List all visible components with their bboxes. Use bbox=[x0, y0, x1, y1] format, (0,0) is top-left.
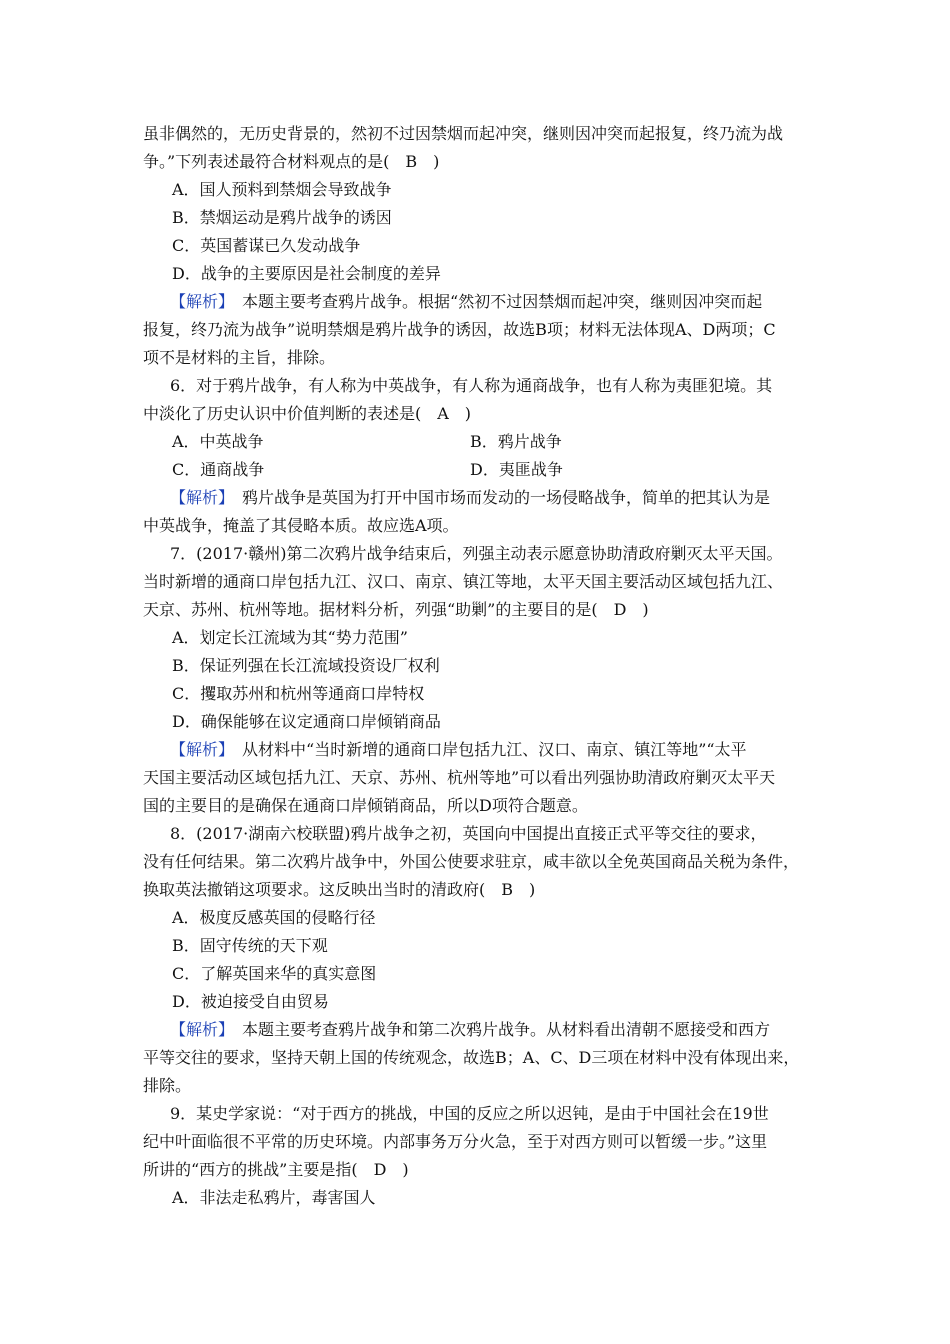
q6-option-d: D．夷匪战争 bbox=[470, 460, 563, 479]
q5-analysis-line-1: 【解析】 本题主要考查鸦片战争。根据“然初不过因禁烟而起冲突，继则因冲突而起 bbox=[170, 292, 763, 311]
q9-option-a: A．非法走私鸦片，毒害国人 bbox=[172, 1188, 376, 1207]
q5-stem-line-1: 虽非偶然的，无历史背景的，然初不过因禁烟而起冲突，继则因冲突而起报复，终乃流为战 bbox=[143, 124, 784, 143]
q5-option-c: C．英国蓄谋已久发动战争 bbox=[172, 236, 361, 255]
q5-option-a: A．国人预料到禁烟会导致战争 bbox=[172, 180, 392, 199]
q5-option-b: B．禁烟运动是鸦片战争的诱因 bbox=[172, 208, 392, 227]
q5-analysis-line-3: 项不是材料的主旨，排除。 bbox=[143, 348, 336, 367]
q6-analysis-line-2: 中英战争，掩盖了其侵略本质。故应选A项。 bbox=[143, 516, 459, 535]
q5-option-d: D．战争的主要原因是社会制度的差异 bbox=[172, 264, 441, 283]
q9-stem-line-2: 纪中叶面临很不平常的历史环境。内部事务万分火急，至于对西方则可以暂缓一步。”这里 bbox=[143, 1132, 768, 1151]
q6-analysis-line-1: 【解析】 鸦片战争是英国为打开中国市场而发动的一场侵略战争，简单的把其认为是 bbox=[170, 488, 771, 507]
q7-option-d: D．确保能够在议定通商口岸倾销商品 bbox=[172, 712, 441, 731]
q7-analysis-line-1: 【解析】 从材料中“当时新增的通商口岸包括九江、汉口、南京、镇江等地”“太平 bbox=[170, 740, 747, 759]
q8-stem-line-2: 没有任何结果。第二次鸦片战争中，外国公使要求驻京，咸丰欲以全免英国商品关税为条件， bbox=[143, 852, 800, 871]
q6-stem-line-1: 6．对于鸦片战争，有人称为中英战争，有人称为通商战争，也有人称为夷匪犯境。其 bbox=[170, 376, 773, 395]
q7-analysis-line-2: 天国主要活动区域包括九江、天京、苏州、杭州等地”可以看出列强协助清政府剿灭太平天 bbox=[143, 768, 776, 787]
q7-analysis-line-3: 国的主要目的是确保在通商口岸倾销商品，所以D项符合题意。 bbox=[143, 796, 588, 815]
q8-stem-line-3: 换取英法撤销这项要求。这反映出当时的清政府( B ) bbox=[143, 880, 536, 899]
q8-analysis-line-2: 平等交往的要求，坚持天朝上国的传统观念，故选B；A、C、D三项在材料中没有体现出来， bbox=[143, 1048, 800, 1067]
q8-analysis-line-1: 【解析】 本题主要考查鸦片战争和第二次鸦片战争。从材料看出清朝不愿接受和西方 bbox=[170, 1020, 771, 1039]
q6-option-a: A．中英战争 bbox=[172, 432, 264, 451]
q5-stem-line-2: 争。”下列表述最符合材料观点的是( B ) bbox=[143, 152, 440, 171]
q8-option-d: D．被迫接受自由贸易 bbox=[172, 992, 329, 1011]
q7-option-b: B．保证列强在长江流域投资设厂权利 bbox=[172, 656, 440, 675]
analysis-tag: 【解析】 bbox=[170, 488, 227, 507]
q9-stem-line-1: 9．某史学家说：“对于西方的挑战，中国的反应之所以迟钝，是由于中国社会在19世 bbox=[170, 1104, 769, 1123]
q8-option-a: A．极度反感英国的侵略行径 bbox=[172, 908, 376, 927]
q8-option-b: B．固守传统的天下观 bbox=[172, 936, 328, 955]
q7-stem-line-3: 天京、苏州、杭州等地。据材料分析，列强“助剿”的主要目的是( D ) bbox=[143, 600, 649, 619]
q7-option-c: C．攫取苏州和杭州等通商口岸特权 bbox=[172, 684, 425, 703]
q8-option-c: C．了解英国来华的真实意图 bbox=[172, 964, 377, 983]
q8-stem-line-1: 8．(2017·湖南六校联盟)鸦片战争之初，英国向中国提出直接正式平等交往的要求， bbox=[170, 824, 767, 843]
analysis-tag: 【解析】 bbox=[170, 292, 227, 311]
q7-stem-line-1: 7．(2017·赣州)第二次鸦片战争结束后，列强主动表示愿意协助清政府剿灭太平天国。 bbox=[170, 544, 783, 563]
analysis-tag: 【解析】 bbox=[170, 1020, 227, 1039]
q6-stem-line-2: 中淡化了历史认识中价值判断的表述是( A ) bbox=[143, 404, 472, 423]
q6-option-b: B．鸦片战争 bbox=[470, 432, 562, 451]
analysis-tag: 【解析】 bbox=[170, 740, 227, 759]
q7-option-a: A．划定长江流域为其“势力范围” bbox=[172, 628, 408, 647]
q7-stem-line-2: 当时新增的通商口岸包括九江、汉口、南京、镇江等地，太平天国主要活动区域包括九江、 bbox=[143, 572, 784, 591]
q6-option-c: C．通商战争 bbox=[172, 460, 265, 479]
q5-analysis-line-2: 报复，终乃流为战争”说明禁烟是鸦片战争的诱因，故选B项；材料无法体现A、D两项；C bbox=[143, 320, 776, 339]
q9-stem-line-3: 所讲的“西方的挑战”主要是指( D ) bbox=[143, 1160, 409, 1179]
q8-analysis-line-3: 排除。 bbox=[143, 1076, 192, 1095]
